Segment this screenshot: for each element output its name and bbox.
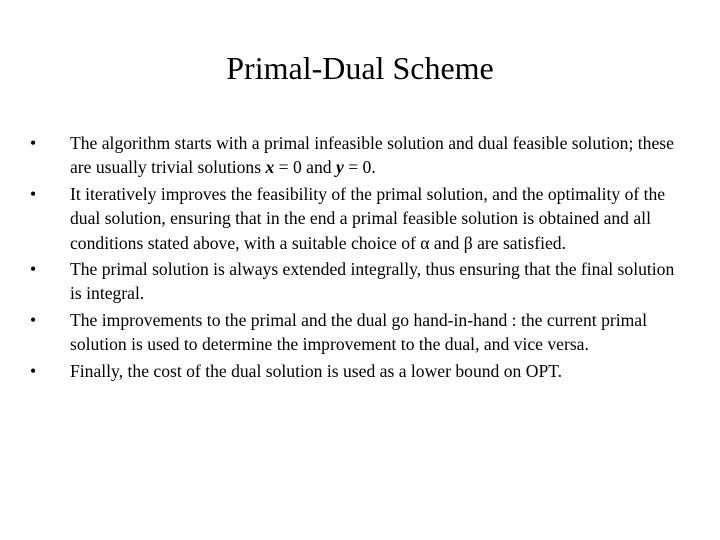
bullet-item-1 bbox=[30, 131, 680, 180]
variable-x: x bbox=[265, 157, 275, 178]
bullet-text-1c: = 0. bbox=[343, 157, 376, 178]
bullet-text-3: The primal solution is always extended integrally, thus ensuring that the final solution is integral. bbox=[70, 259, 675, 304]
bullet-list bbox=[30, 131, 680, 385]
bullet-marker: • bbox=[30, 133, 37, 153]
bullet-text-1b: = 0 and bbox=[274, 157, 336, 178]
bullet-text-2: It iteratively improves the feasibility of the primal solution, and the optimality of the dual solution, ensuring that in the end a primal feasible solution is obtained and all conditions stated above, with a suitable choice of α and β are satisfied. bbox=[70, 183, 666, 253]
slide-title: Primal-Dual Scheme bbox=[226, 50, 494, 86]
bullet-text-4: The improvements to the primal and the dual go hand-in-hand : the current primal solution is used to determine the improvement to the dual, and vice versa. bbox=[70, 309, 648, 355]
variable-y: y bbox=[335, 157, 344, 178]
bullet-text-5: Finally, the cost of the dual solution is used as a lower bound on OPT. bbox=[70, 360, 563, 381]
bullet-item-5 bbox=[30, 359, 680, 383]
bullet-item-3 bbox=[30, 257, 680, 306]
bullet-text-1a: The algorithm starts with a primal infeasible solution and dual feasible solution; these are usually trivial solutions bbox=[70, 133, 674, 178]
bullet-item-2 bbox=[30, 182, 680, 255]
bullet-marker: • bbox=[30, 259, 37, 280]
bullet-item-4 bbox=[30, 308, 680, 357]
bullet-marker: • bbox=[30, 360, 37, 381]
bullet-marker: • bbox=[30, 309, 37, 330]
bullet-marker: • bbox=[30, 183, 37, 204]
